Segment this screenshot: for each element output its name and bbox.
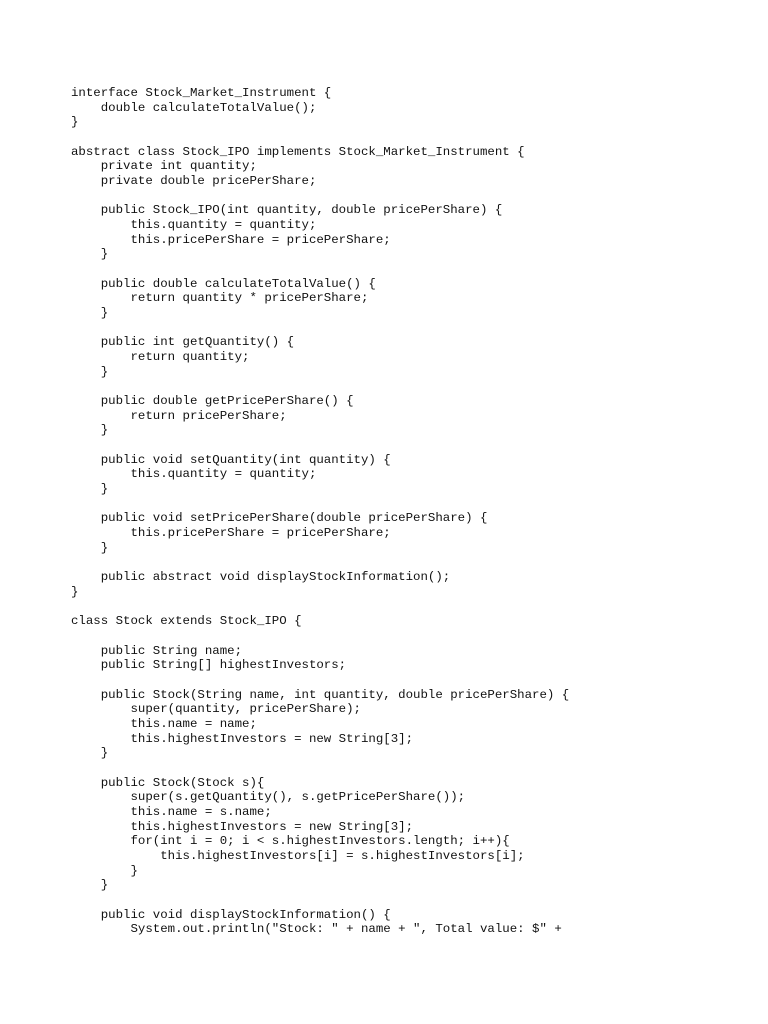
code-line: public Stock(String name, int quantity, double pricePerShare) { (71, 687, 570, 702)
code-line (71, 438, 569, 453)
code-line: class Stock extends Stock_IPO { (71, 614, 302, 629)
code-line (71, 379, 569, 394)
code-line: public String[] highestInvestors; (71, 658, 347, 673)
code-line: this.quantity = quantity; (71, 467, 317, 482)
code-line: double calculateTotalValue(); (71, 100, 317, 115)
code-line: super(quantity, pricePerShare); (71, 702, 361, 717)
code-line: } (71, 115, 79, 130)
code-line: super(s.getQuantity(), s.getPricePerShare()); (71, 790, 466, 805)
code-line: public double getPricePerShare() { (71, 394, 354, 409)
code-line: } (71, 423, 109, 438)
code-line: } (71, 746, 109, 761)
code-line (71, 130, 569, 145)
code-line: this.highestInvestors = new String[3]; (71, 819, 414, 834)
code-line: } (71, 306, 109, 321)
code-line (71, 262, 569, 277)
code-line: for(int i = 0; i < s.highestInvestors.length; i++){ (71, 834, 510, 849)
code-line: this.pricePerShare = pricePerShare; (71, 526, 391, 541)
code-line: } (71, 364, 109, 379)
code-line: } (71, 584, 79, 599)
code-line: this.quantity = quantity; (71, 218, 317, 233)
code-line: this.pricePerShare = pricePerShare; (71, 232, 391, 247)
code-line: } (71, 247, 109, 262)
code-line: public void setPricePerShare(double pricePerShare) { (71, 511, 488, 526)
code-line (71, 600, 569, 615)
code-line (71, 629, 569, 644)
code-line: public void setQuantity(int quantity) { (71, 452, 391, 467)
code-line: } (71, 878, 109, 893)
code-line: } (71, 863, 138, 878)
code-line: public int getQuantity() { (71, 335, 295, 350)
code-line: public double calculateTotalValue() { (71, 276, 376, 291)
code-line: public String name; (71, 643, 243, 658)
code-line: public Stock_IPO(int quantity, double pricePerShare) { (71, 203, 503, 218)
code-line (71, 761, 569, 776)
code-line: this.highestInvestors = new String[3]; (71, 731, 414, 746)
code-line: this.name = name; (71, 716, 257, 731)
code-line: this.name = s.name; (71, 804, 272, 819)
code-line: System.out.println("Stock: " + name + ", Total value: $" + (71, 922, 562, 937)
code-line: } (71, 540, 109, 555)
code-line (71, 497, 569, 512)
code-line: private int quantity; (71, 159, 257, 174)
code-line: return pricePerShare; (71, 408, 287, 423)
code-line (71, 893, 569, 908)
code-line: public Stock(Stock s){ (71, 775, 265, 790)
code-line: this.highestInvestors[i] = s.highestInvestors[i]; (71, 848, 525, 863)
code-line: } (71, 482, 109, 497)
code-line: abstract class Stock_IPO implements Stock_Market_Instrument { (71, 144, 525, 159)
code-line: public void displayStockInformation() { (71, 907, 391, 922)
code-line: return quantity * pricePerShare; (71, 291, 369, 306)
code-line: interface Stock_Market_Instrument { (71, 86, 332, 100)
code-line (71, 673, 569, 688)
code-line: public abstract void displayStockInformation(); (71, 570, 451, 585)
code-line (71, 556, 569, 571)
code-line (71, 321, 569, 336)
code-line: private double pricePerShare; (71, 174, 317, 189)
code-line: return quantity; (71, 350, 250, 365)
code-line (71, 189, 569, 204)
code-block (71, 86, 569, 937)
